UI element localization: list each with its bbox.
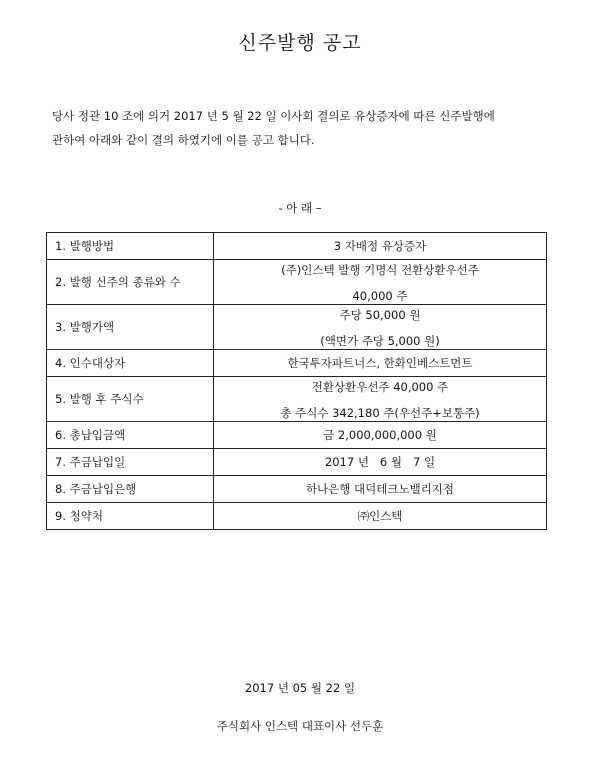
table-row bbox=[47, 503, 547, 530]
row-value-line: 40,000 주 bbox=[352, 289, 408, 303]
row-value bbox=[214, 449, 547, 476]
row-value bbox=[214, 350, 547, 377]
row-label: 2. 발행 신주의 종류와 수 bbox=[47, 260, 214, 305]
intro-line: 관하여 아래와 같이 결의 하였기에 이를 공고 합니다. bbox=[52, 133, 315, 147]
row-value bbox=[214, 503, 547, 530]
company-signature: 주식회사 인스텍 대표이사 선두훈 bbox=[216, 719, 384, 733]
row-value-line: 총 주식수 342,180 주(우선주+보통주) bbox=[280, 406, 480, 420]
row-label: 5. 발행 후 주식수 bbox=[47, 377, 214, 422]
table-row bbox=[47, 377, 547, 422]
table-row bbox=[47, 422, 547, 449]
row-value-line: 금 2,000,000,000 원 bbox=[323, 428, 437, 442]
notice-date: 2017 년 05 월 22 일 bbox=[244, 681, 356, 695]
row-label: 4. 인수대상자 bbox=[47, 350, 214, 377]
table-row bbox=[47, 476, 547, 503]
intro-line: 당사 정관 10 조에 의거 2017 년 5 월 22 일 이사회 결의로 유상증자에 따른 신주발행에 bbox=[52, 109, 495, 123]
table-row bbox=[47, 233, 547, 260]
row-value-line: 하나은행 대덕테크노밸리지점 bbox=[305, 482, 455, 496]
document-title: 신주발행 공고 bbox=[238, 32, 362, 54]
row-value-line: 2017 년 6 월 7 일 bbox=[324, 455, 436, 469]
row-value-line: 3 자배정 유상증자 bbox=[333, 239, 427, 253]
issuance-details-table bbox=[46, 232, 547, 530]
table-row bbox=[47, 449, 547, 476]
row-label: 6. 총납입금액 bbox=[47, 422, 214, 449]
row-value-line: 한국투자파트너스, 한화인베스트먼트 bbox=[287, 356, 473, 370]
row-value bbox=[214, 305, 547, 350]
row-value bbox=[214, 377, 547, 422]
table-row bbox=[47, 305, 547, 350]
table-row bbox=[47, 350, 547, 377]
table-row bbox=[47, 260, 547, 305]
row-label: 7. 주금납입일 bbox=[47, 449, 214, 476]
intro-paragraph bbox=[52, 104, 562, 152]
row-value bbox=[214, 233, 547, 260]
row-value-line: (액면가 주당 5,000 원) bbox=[320, 334, 440, 348]
row-label: 9. 청약처 bbox=[47, 503, 214, 530]
row-value-line: 전환상환우선주 40,000 주 bbox=[311, 380, 449, 394]
row-value-line: 주당 50,000 원 bbox=[339, 308, 421, 322]
row-value-line: ㈜인스텍 bbox=[357, 509, 403, 523]
ahrae-heading: - 아 래 – bbox=[278, 201, 322, 215]
row-label: 3. 발행가액 bbox=[47, 305, 214, 350]
row-value-line: (주)인스텍 발행 기명식 전환상환우선주 bbox=[281, 263, 479, 277]
row-value bbox=[214, 422, 547, 449]
row-value bbox=[214, 260, 547, 305]
row-value bbox=[214, 476, 547, 503]
row-label: 1. 발행방법 bbox=[47, 233, 214, 260]
row-label: 8. 주금납입은행 bbox=[47, 476, 214, 503]
